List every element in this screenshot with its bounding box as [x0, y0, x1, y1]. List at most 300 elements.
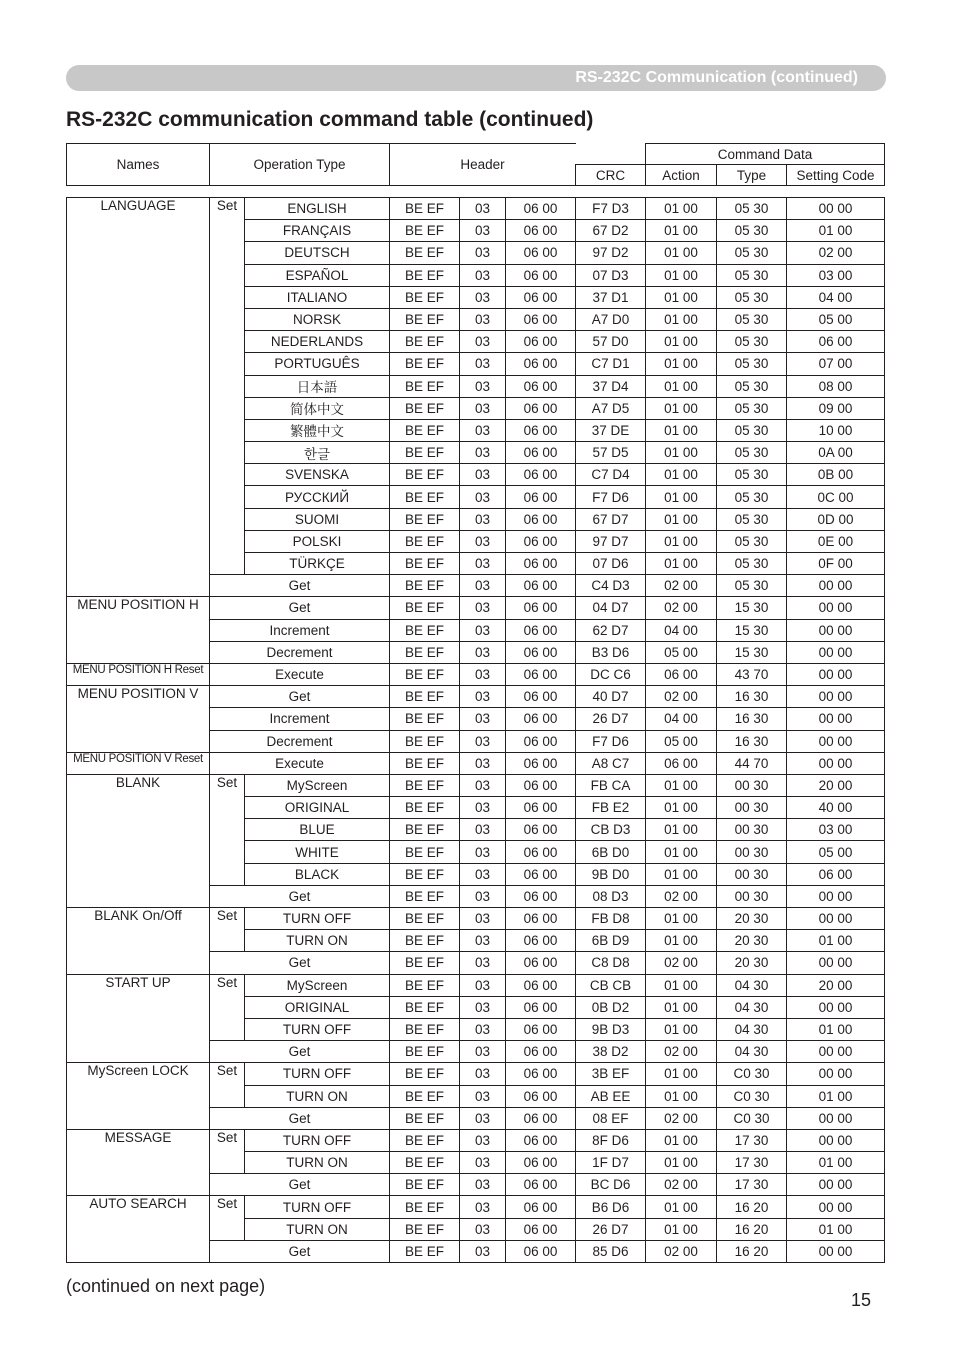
table-row [67, 686, 885, 708]
header-byte-2: 03 [460, 730, 506, 752]
header-byte-2: 03 [460, 1240, 506, 1262]
type-cell: 00 30 [717, 863, 787, 885]
type-cell: 16 20 [717, 1218, 787, 1240]
setting-code-cell: 00 00 [787, 198, 885, 220]
setting-code-cell: 10 00 [787, 419, 885, 441]
crc-cell: 40 D7 [576, 686, 646, 708]
header-byte-3: 06 00 [506, 375, 576, 397]
header-byte-1: BE EF [390, 530, 460, 552]
operation-cell: TÜRKÇE [245, 553, 390, 575]
setting-code-cell: 0A 00 [787, 442, 885, 464]
setting-code-cell: 01 00 [787, 1152, 885, 1174]
setting-code-cell: 01 00 [787, 1218, 885, 1240]
type-cell: 05 30 [717, 486, 787, 508]
header-byte-1: BE EF [390, 708, 460, 730]
action-cell: 01 00 [646, 375, 717, 397]
action-cell: 01 00 [646, 1018, 717, 1040]
header-byte-2: 03 [460, 308, 506, 330]
crc-cell: CB CB [576, 974, 646, 996]
header-byte-2: 03 [460, 597, 506, 619]
action-cell: 01 00 [646, 797, 717, 819]
header-byte-3: 06 00 [506, 1174, 576, 1196]
table-row [67, 198, 885, 220]
header-byte-2: 03 [460, 1152, 506, 1174]
header-byte-1: BE EF [390, 841, 460, 863]
type-cell: 43 70 [717, 663, 787, 685]
setting-code-cell: 00 00 [787, 885, 885, 907]
type-cell: 05 30 [717, 353, 787, 375]
crc-cell: 6B D0 [576, 841, 646, 863]
command-name: MyScreen LOCK [67, 1063, 210, 1130]
crc-cell: 38 D2 [576, 1041, 646, 1063]
table-row [67, 908, 885, 930]
crc-cell: 04 D7 [576, 597, 646, 619]
header-byte-2: 03 [460, 1196, 506, 1218]
operation-cell: Decrement [210, 730, 390, 752]
command-name: LANGUAGE [67, 198, 210, 597]
action-cell: 01 00 [646, 508, 717, 530]
operation-cell: 繁體中文 [245, 419, 390, 441]
type-cell: 20 30 [717, 930, 787, 952]
header-byte-1: BE EF [390, 885, 460, 907]
setting-code-cell: 0E 00 [787, 530, 885, 552]
header-byte-3: 06 00 [506, 686, 576, 708]
header-byte-2: 03 [460, 952, 506, 974]
header-byte-1: BE EF [390, 1129, 460, 1151]
header-byte-3: 06 00 [506, 597, 576, 619]
type-cell: 20 30 [717, 952, 787, 974]
crc-cell: C4 D3 [576, 575, 646, 597]
header-byte-2: 03 [460, 641, 506, 663]
operation-cell: Decrement [210, 641, 390, 663]
action-cell: 05 00 [646, 641, 717, 663]
header-byte-3: 06 00 [506, 908, 576, 930]
continued-note: (continued on next page) [66, 1276, 266, 1296]
col-command-data: Command Data [646, 144, 885, 165]
action-cell: 02 00 [646, 597, 717, 619]
setting-code-cell: 01 00 [787, 1018, 885, 1040]
header-byte-2: 03 [460, 397, 506, 419]
crc-cell: A7 D5 [576, 397, 646, 419]
header-byte-3: 06 00 [506, 1085, 576, 1107]
action-cell: 01 00 [646, 863, 717, 885]
operation-cell: ENGLISH [245, 198, 390, 220]
table-header [66, 143, 885, 186]
setting-code-cell: 06 00 [787, 863, 885, 885]
header-byte-1: BE EF [390, 575, 460, 597]
table-row [67, 774, 885, 796]
type-cell: 04 30 [717, 996, 787, 1018]
header-byte-1: BE EF [390, 486, 460, 508]
set-label: Set [210, 1196, 245, 1240]
operation-cell: 简体中文 [245, 397, 390, 419]
setting-code-cell: 02 00 [787, 242, 885, 264]
action-cell: 01 00 [646, 974, 717, 996]
type-cell: 05 30 [717, 220, 787, 242]
command-name: MENU POSITION H Reset [67, 663, 210, 685]
action-cell: 01 00 [646, 331, 717, 353]
header-byte-3: 06 00 [506, 730, 576, 752]
header-byte-2: 03 [460, 242, 506, 264]
header-byte-1: BE EF [390, 908, 460, 930]
header-byte-3: 06 00 [506, 974, 576, 996]
header-byte-3: 06 00 [506, 353, 576, 375]
crc-cell: C7 D4 [576, 464, 646, 486]
header-byte-1: BE EF [390, 553, 460, 575]
type-cell: 16 20 [717, 1196, 787, 1218]
crc-cell: F7 D6 [576, 486, 646, 508]
header-byte-1: BE EF [390, 353, 460, 375]
header-byte-3: 06 00 [506, 1107, 576, 1129]
table-row [67, 1196, 885, 1218]
crc-cell: CB D3 [576, 819, 646, 841]
crc-cell: 9B D3 [576, 1018, 646, 1040]
action-cell: 01 00 [646, 220, 717, 242]
action-cell: 04 00 [646, 619, 717, 641]
header-byte-2: 03 [460, 375, 506, 397]
setting-code-cell: 40 00 [787, 797, 885, 819]
setting-code-cell: 03 00 [787, 819, 885, 841]
header-byte-2: 03 [460, 264, 506, 286]
crc-cell: F7 D6 [576, 730, 646, 752]
type-cell: C0 30 [717, 1085, 787, 1107]
operation-cell: MyScreen [245, 974, 390, 996]
set-label: Set [210, 1129, 245, 1173]
header-byte-1: BE EF [390, 331, 460, 353]
type-cell: 05 30 [717, 308, 787, 330]
action-cell: 01 00 [646, 464, 717, 486]
type-cell: 04 30 [717, 1018, 787, 1040]
setting-code-cell: 01 00 [787, 930, 885, 952]
header-byte-1: BE EF [390, 996, 460, 1018]
action-cell: 01 00 [646, 198, 717, 220]
header-byte-1: BE EF [390, 220, 460, 242]
crc-cell: AB EE [576, 1085, 646, 1107]
action-cell: 01 00 [646, 819, 717, 841]
header-byte-2: 03 [460, 198, 506, 220]
setting-code-cell: 20 00 [787, 974, 885, 996]
operation-cell: ORIGINAL [245, 996, 390, 1018]
action-cell: 01 00 [646, 419, 717, 441]
setting-code-cell: 00 00 [787, 752, 885, 774]
set-label: Set [210, 974, 245, 1041]
set-label: Set [210, 774, 245, 885]
header-byte-2: 03 [460, 885, 506, 907]
setting-code-cell: 00 00 [787, 1041, 885, 1063]
operation-cell: Increment [210, 708, 390, 730]
setting-code-cell: 09 00 [787, 397, 885, 419]
setting-code-cell: 00 00 [787, 1063, 885, 1085]
header-byte-2: 03 [460, 930, 506, 952]
operation-cell: Get [210, 1107, 390, 1129]
command-name: MENU POSITION V Reset [67, 752, 210, 774]
header-byte-3: 06 00 [506, 663, 576, 685]
header-byte-2: 03 [460, 819, 506, 841]
header-byte-2: 03 [460, 619, 506, 641]
col-names: Names [67, 144, 210, 186]
header-byte-3: 06 00 [506, 242, 576, 264]
command-name: MENU POSITION H [67, 597, 210, 664]
header-byte-1: BE EF [390, 1041, 460, 1063]
action-cell: 02 00 [646, 1240, 717, 1262]
operation-cell: Increment [210, 619, 390, 641]
header-byte-1: BE EF [390, 286, 460, 308]
action-cell: 05 00 [646, 730, 717, 752]
operation-cell: POLSKI [245, 530, 390, 552]
crc-cell: C7 D1 [576, 353, 646, 375]
crc-cell: B6 D6 [576, 1196, 646, 1218]
header-byte-3: 06 00 [506, 286, 576, 308]
header-byte-2: 03 [460, 797, 506, 819]
crc-cell: DC C6 [576, 663, 646, 685]
header-byte-1: BE EF [390, 730, 460, 752]
type-cell: 15 30 [717, 597, 787, 619]
action-cell: 06 00 [646, 663, 717, 685]
setting-code-cell: 00 00 [787, 1240, 885, 1262]
command-table [66, 197, 885, 1263]
header-byte-1: BE EF [390, 774, 460, 796]
header-byte-2: 03 [460, 774, 506, 796]
command-name: START UP [67, 974, 210, 1063]
command-name: BLANK On/Off [67, 908, 210, 975]
action-cell: 01 00 [646, 1129, 717, 1151]
command-name: AUTO SEARCH [67, 1196, 210, 1263]
crc-cell: 67 D2 [576, 220, 646, 242]
operation-cell: TURN OFF [245, 1018, 390, 1040]
action-cell: 01 00 [646, 397, 717, 419]
crc-cell: C8 D8 [576, 952, 646, 974]
crc-cell: 62 D7 [576, 619, 646, 641]
type-cell: 05 30 [717, 242, 787, 264]
header-byte-2: 03 [460, 974, 506, 996]
crc-cell: A7 D0 [576, 308, 646, 330]
crc-cell: 57 D0 [576, 331, 646, 353]
header-byte-1: BE EF [390, 597, 460, 619]
operation-cell: TURN ON [245, 1085, 390, 1107]
header-byte-3: 06 00 [506, 708, 576, 730]
header-byte-1: BE EF [390, 442, 460, 464]
operation-cell: ESPAÑOL [245, 264, 390, 286]
operation-cell: ITALIANO [245, 286, 390, 308]
crc-cell: 9B D0 [576, 863, 646, 885]
header-byte-2: 03 [460, 220, 506, 242]
type-cell: C0 30 [717, 1107, 787, 1129]
section-banner-text: RS-232C Communication (continued) [575, 69, 858, 86]
action-cell: 01 00 [646, 774, 717, 796]
crc-cell: 37 D1 [576, 286, 646, 308]
header-byte-2: 03 [460, 996, 506, 1018]
crc-cell: 08 D3 [576, 885, 646, 907]
setting-code-cell: 00 00 [787, 619, 885, 641]
crc-cell: 07 D6 [576, 553, 646, 575]
setting-code-cell: 0C 00 [787, 486, 885, 508]
operation-cell: Get [210, 1174, 390, 1196]
type-cell: 05 30 [717, 198, 787, 220]
operation-cell: TURN OFF [245, 908, 390, 930]
header-byte-1: BE EF [390, 375, 460, 397]
header-byte-2: 03 [460, 1018, 506, 1040]
type-cell: 05 30 [717, 575, 787, 597]
operation-cell: WHITE [245, 841, 390, 863]
operation-cell: TURN OFF [245, 1063, 390, 1085]
operation-cell: BLACK [245, 863, 390, 885]
header-byte-3: 06 00 [506, 1152, 576, 1174]
type-cell: 00 30 [717, 819, 787, 841]
action-cell: 01 00 [646, 264, 717, 286]
set-label: Set [210, 1063, 245, 1107]
setting-code-cell: 06 00 [787, 331, 885, 353]
header-byte-2: 03 [460, 686, 506, 708]
type-cell: 16 20 [717, 1240, 787, 1262]
operation-cell: TURN ON [245, 930, 390, 952]
header-byte-1: BE EF [390, 198, 460, 220]
setting-code-cell: 0B 00 [787, 464, 885, 486]
crc-cell: F7 D3 [576, 198, 646, 220]
header-byte-2: 03 [460, 286, 506, 308]
header-byte-2: 03 [460, 442, 506, 464]
crc-cell: 6B D9 [576, 930, 646, 952]
set-label: Set [210, 908, 245, 952]
operation-cell: Get [210, 597, 390, 619]
operation-cell: TURN ON [245, 1152, 390, 1174]
header-byte-1: BE EF [390, 1085, 460, 1107]
header-byte-1: BE EF [390, 752, 460, 774]
header-byte-1: BE EF [390, 974, 460, 996]
action-cell: 02 00 [646, 1041, 717, 1063]
operation-cell: Execute [210, 752, 390, 774]
setting-code-cell: 00 00 [787, 996, 885, 1018]
type-cell: 16 30 [717, 686, 787, 708]
header-byte-1: BE EF [390, 1174, 460, 1196]
setting-code-cell: 00 00 [787, 641, 885, 663]
crc-cell: 1F D7 [576, 1152, 646, 1174]
header-byte-2: 03 [460, 1218, 506, 1240]
operation-cell: РУССКИЙ [245, 486, 390, 508]
operation-cell: TURN OFF [245, 1196, 390, 1218]
header-byte-3: 06 00 [506, 530, 576, 552]
header-byte-1: BE EF [390, 797, 460, 819]
type-cell: 16 30 [717, 708, 787, 730]
header-byte-2: 03 [460, 1063, 506, 1085]
header-byte-1: BE EF [390, 1152, 460, 1174]
type-cell: 15 30 [717, 641, 787, 663]
type-cell: 17 30 [717, 1152, 787, 1174]
header-byte-3: 06 00 [506, 198, 576, 220]
header-byte-2: 03 [460, 419, 506, 441]
header-byte-3: 06 00 [506, 575, 576, 597]
operation-cell: Get [210, 575, 390, 597]
header-byte-1: BE EF [390, 930, 460, 952]
set-label: Set [210, 198, 245, 575]
operation-cell: TURN ON [245, 1218, 390, 1240]
table-row [67, 974, 885, 996]
header-byte-1: BE EF [390, 419, 460, 441]
crc-cell: 97 D7 [576, 530, 646, 552]
setting-code-cell: 05 00 [787, 841, 885, 863]
header-byte-1: BE EF [390, 686, 460, 708]
crc-cell: 97 D2 [576, 242, 646, 264]
crc-cell: FB CA [576, 774, 646, 796]
header-byte-3: 06 00 [506, 486, 576, 508]
operation-cell: ORIGINAL [245, 797, 390, 819]
header-byte-3: 06 00 [506, 220, 576, 242]
type-cell: 04 30 [717, 974, 787, 996]
type-cell: 20 30 [717, 908, 787, 930]
crc-cell: FB D8 [576, 908, 646, 930]
header-byte-2: 03 [460, 863, 506, 885]
operation-cell: MyScreen [245, 774, 390, 796]
header-byte-1: BE EF [390, 1018, 460, 1040]
type-cell: 05 30 [717, 508, 787, 530]
action-cell: 01 00 [646, 242, 717, 264]
table-row [67, 1063, 885, 1085]
crc-cell: 57 D5 [576, 442, 646, 464]
crc-cell: 26 D7 [576, 708, 646, 730]
header-byte-1: BE EF [390, 508, 460, 530]
header-byte-3: 06 00 [506, 863, 576, 885]
col-header: Header [390, 144, 576, 186]
header-byte-3: 06 00 [506, 930, 576, 952]
table-row [67, 1129, 885, 1151]
operation-cell: 日本語 [245, 375, 390, 397]
action-cell: 01 00 [646, 930, 717, 952]
type-cell: 00 30 [717, 885, 787, 907]
operation-cell: Get [210, 885, 390, 907]
type-cell: 15 30 [717, 619, 787, 641]
action-cell: 02 00 [646, 575, 717, 597]
header-byte-3: 06 00 [506, 1240, 576, 1262]
header-byte-3: 06 00 [506, 1063, 576, 1085]
setting-code-cell: 08 00 [787, 375, 885, 397]
action-cell: 01 00 [646, 1063, 717, 1085]
page-number: 15 [851, 1290, 872, 1310]
crc-cell: 0B D2 [576, 996, 646, 1018]
crc-cell: 37 DE [576, 419, 646, 441]
setting-code-cell: 03 00 [787, 264, 885, 286]
type-cell: 05 30 [717, 331, 787, 353]
header-byte-3: 06 00 [506, 264, 576, 286]
action-cell: 01 00 [646, 908, 717, 930]
crc-cell: 37 D4 [576, 375, 646, 397]
header-byte-1: BE EF [390, 1063, 460, 1085]
header-byte-1: BE EF [390, 1218, 460, 1240]
table-row [67, 597, 885, 619]
type-cell: 00 30 [717, 797, 787, 819]
setting-code-cell: 00 00 [787, 1174, 885, 1196]
crc-cell: 08 EF [576, 1107, 646, 1129]
col-action: Action [646, 165, 717, 186]
header-byte-1: BE EF [390, 952, 460, 974]
header-byte-2: 03 [460, 908, 506, 930]
setting-code-cell: 00 00 [787, 952, 885, 974]
section-banner [66, 65, 886, 91]
type-cell: 05 30 [717, 530, 787, 552]
header-byte-1: BE EF [390, 619, 460, 641]
action-cell: 02 00 [646, 885, 717, 907]
operation-cell: BLUE [245, 819, 390, 841]
type-cell: 05 30 [717, 553, 787, 575]
header-byte-1: BE EF [390, 308, 460, 330]
header-byte-2: 03 [460, 353, 506, 375]
operation-cell: Execute [210, 663, 390, 685]
action-cell: 01 00 [646, 353, 717, 375]
table-row [67, 663, 885, 685]
type-cell: 04 30 [717, 1041, 787, 1063]
type-cell: 00 30 [717, 841, 787, 863]
action-cell: 01 00 [646, 530, 717, 552]
operation-cell: FRANÇAIS [245, 220, 390, 242]
header-byte-1: BE EF [390, 397, 460, 419]
